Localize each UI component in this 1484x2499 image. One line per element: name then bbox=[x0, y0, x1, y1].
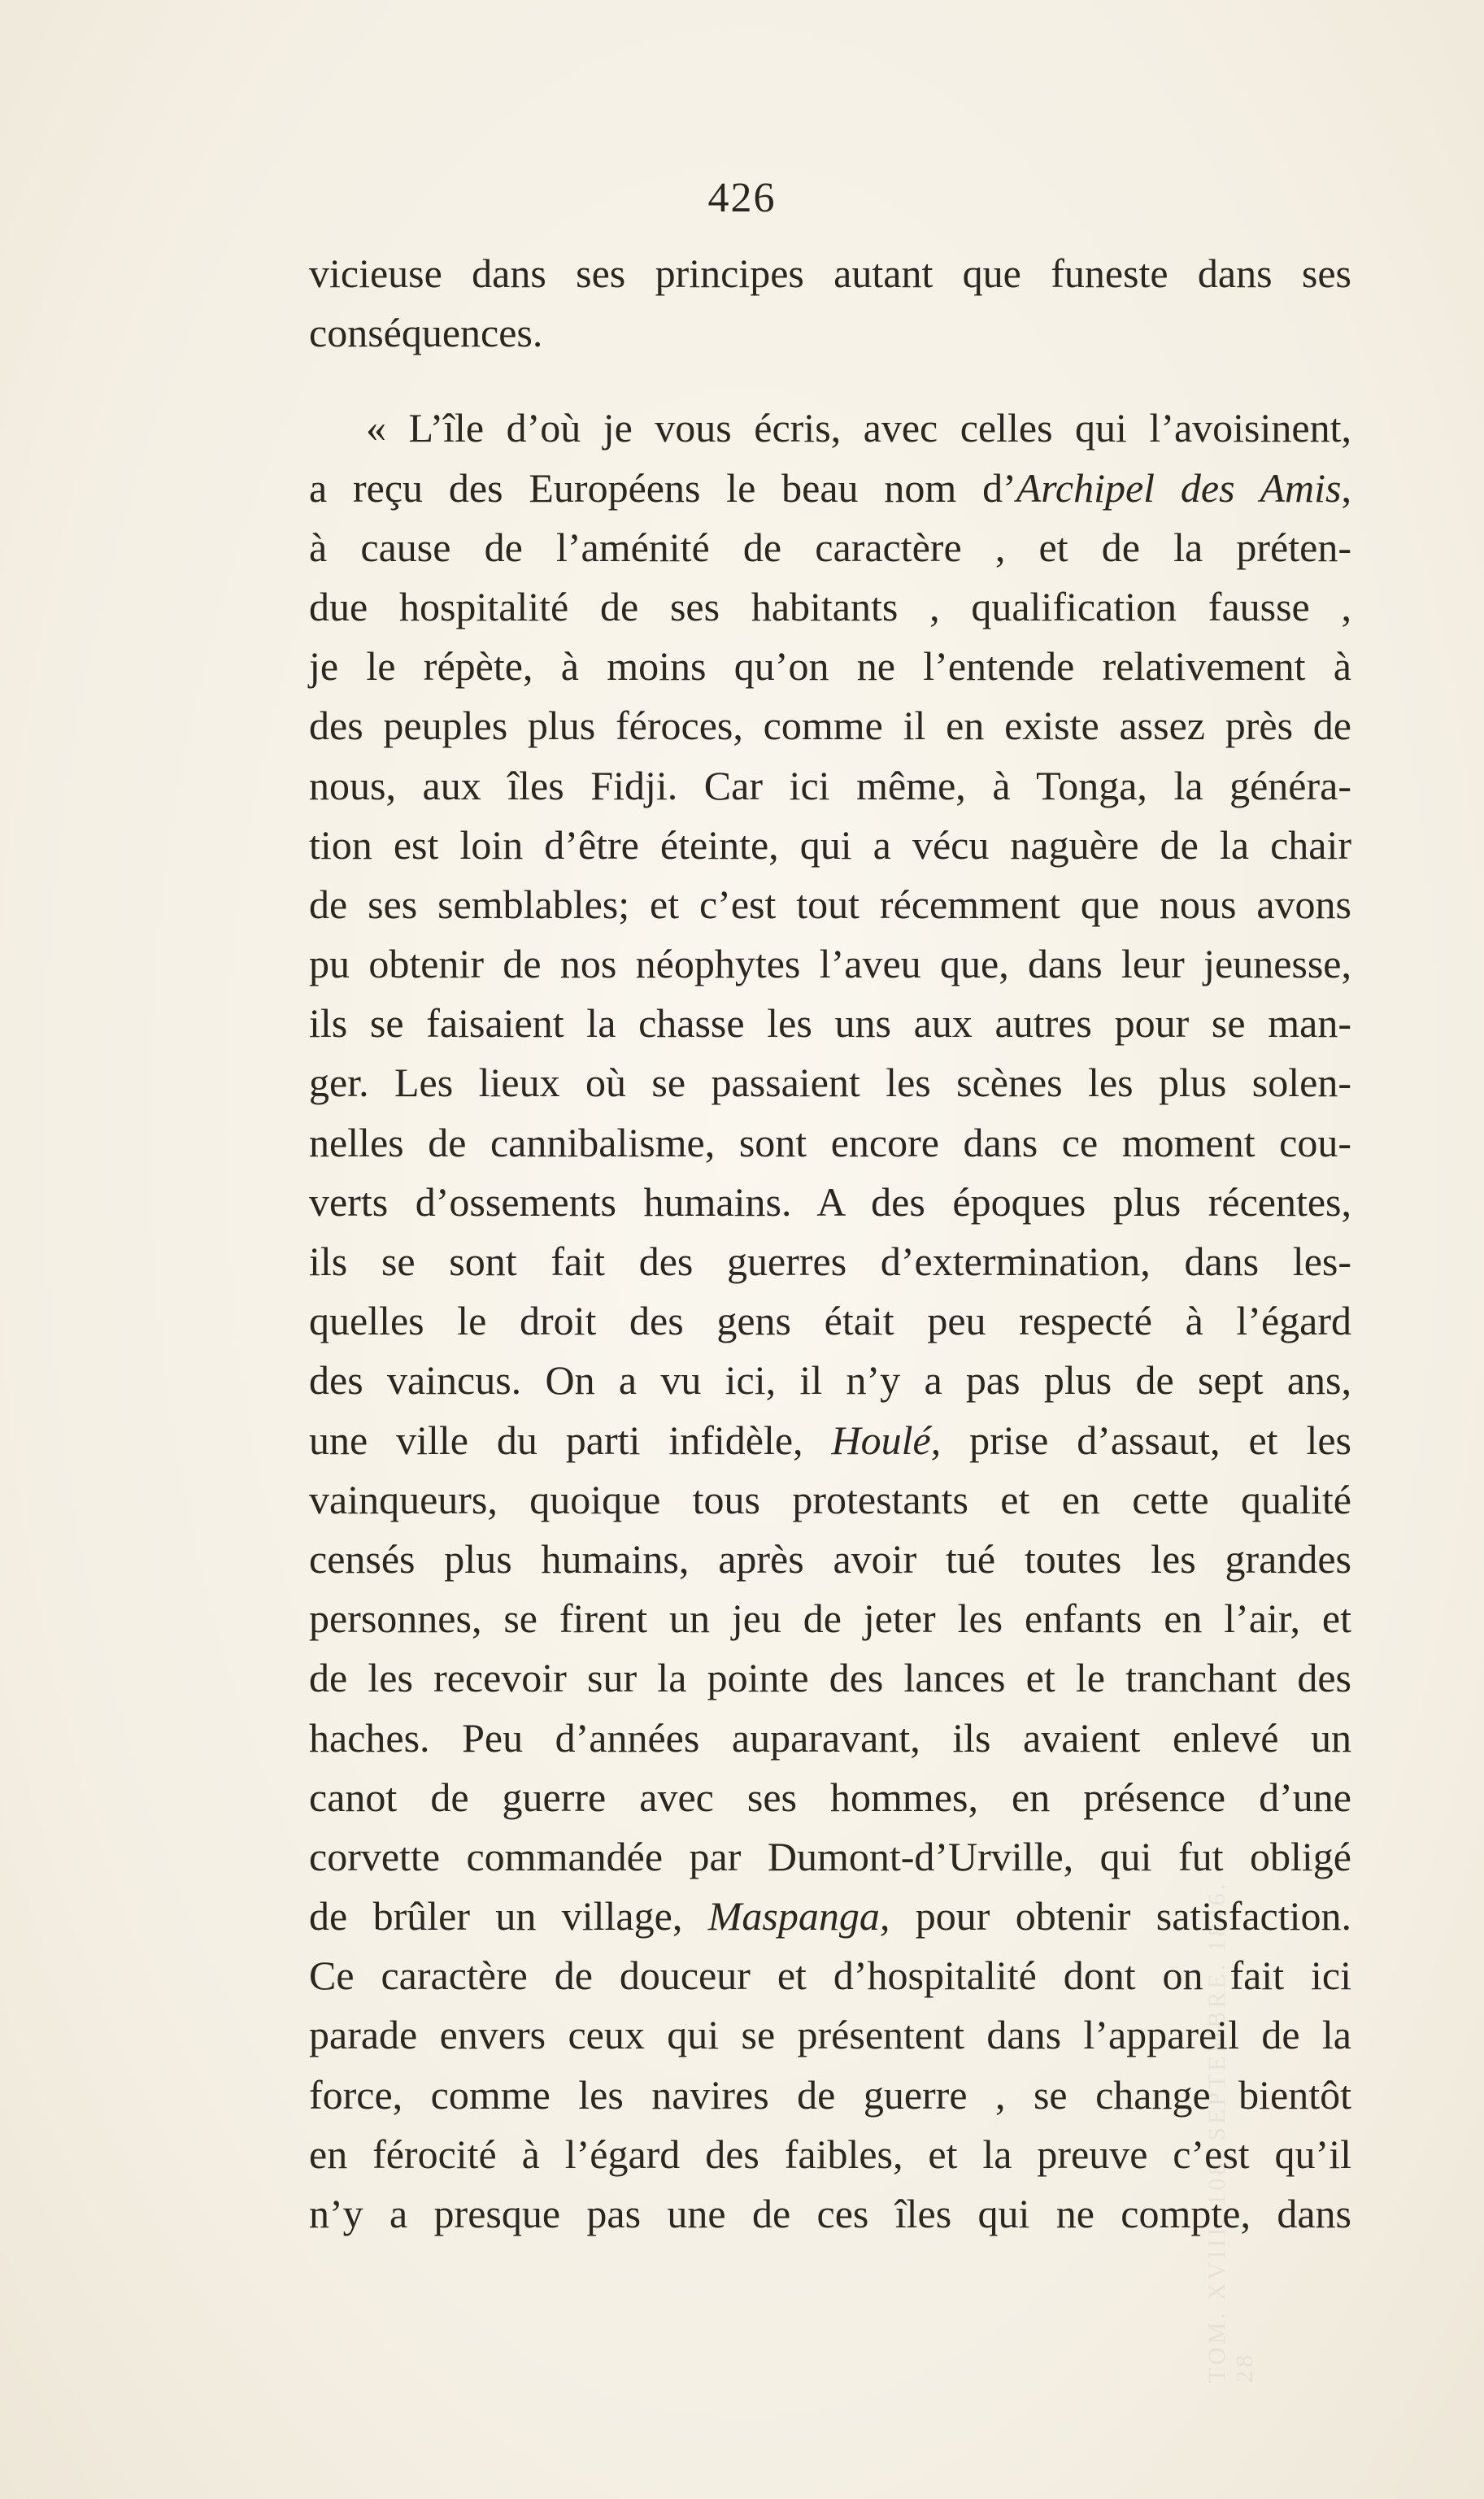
text-run: vainqueurs, quoique tous protestants et en cette qualité bbox=[309, 1476, 1351, 1522]
text-line bbox=[309, 577, 1351, 637]
italic-text: Houlé, bbox=[831, 1417, 942, 1463]
text-line bbox=[309, 398, 1351, 458]
text-line bbox=[309, 1351, 1351, 1410]
text-run: parade envers ceux qui se présentent dans l’appareil de la bbox=[309, 2012, 1351, 2058]
text-run: des vaincus. On a vu ici, il n’y a pas plus de sept ans, bbox=[309, 1357, 1351, 1404]
text-run: « L’île d’où je vous écris, avec celles qui l’avoisinent, bbox=[366, 405, 1351, 451]
text-line bbox=[309, 1768, 1351, 1827]
text-line bbox=[309, 1113, 1351, 1173]
text-run: nelles de cannibalisme, sont encore dans ce moment cou- bbox=[309, 1119, 1351, 1165]
text-run: corvette commandée par Dumont-d’Urville, qui fut obligé bbox=[309, 1833, 1351, 1879]
text-line bbox=[309, 1232, 1351, 1291]
text-line bbox=[309, 1530, 1351, 1589]
text-line bbox=[309, 2005, 1351, 2065]
text-run: ger. Les lieux où se passaient les scènes les plus solen- bbox=[309, 1060, 1351, 1106]
italic-text: Maspanga, bbox=[707, 1893, 890, 1940]
text-run: Ce caractère de douceur et d’hospitalité dont on fait ici bbox=[309, 1953, 1351, 1999]
text-line bbox=[309, 696, 1351, 755]
text-run: en férocité à l’égard des faibles, et la preuve c’est qu’il bbox=[309, 2131, 1351, 2177]
italic-text: Archipel des Amis bbox=[1016, 464, 1342, 511]
text-run: de les recevoir sur la pointe des lances et le tranchant des bbox=[309, 1655, 1351, 1701]
text-run: a reçu des Européens le beau nom d’ bbox=[309, 464, 1016, 511]
text-line bbox=[309, 244, 1351, 303]
text-run: haches. Peu d’années auparavant, ils avaient enlevé un bbox=[309, 1714, 1351, 1761]
text-run: de ses semblables; et c’est tout récemment que nous avons bbox=[309, 881, 1351, 927]
text-line bbox=[309, 1173, 1351, 1232]
text-run: n’y a presque pas une de ces îles qui ne compte, dans bbox=[309, 2191, 1351, 2236]
text-line bbox=[309, 637, 1351, 696]
text-run: force, comme les navires de guerre , se change bientôt bbox=[309, 2071, 1351, 2118]
text-run: ils se faisaient la chasse les uns aux autres pour se man- bbox=[309, 1000, 1351, 1047]
text-run: pu obtenir de nos néophytes l’aveu que, dans leur jeunesse, bbox=[309, 941, 1351, 987]
bleed-through-signature-mark: TOM. XVIII. 108. SEPTEMBRE. 1846. 28 bbox=[1203, 1880, 1258, 2383]
text-line bbox=[309, 756, 1351, 816]
body-text bbox=[309, 244, 1351, 2244]
text-line bbox=[309, 875, 1351, 934]
text-run: verts d’ossements humains. A des époques plus récentes, bbox=[309, 1178, 1351, 1225]
text-line bbox=[309, 1291, 1351, 1351]
text-line bbox=[309, 2125, 1351, 2184]
page-number: 426 bbox=[707, 175, 777, 221]
text-line bbox=[309, 1827, 1351, 1887]
text-line bbox=[309, 994, 1351, 1053]
text-run: due hospitalité de ses habitants , qualification fausse , bbox=[309, 583, 1351, 629]
text-line bbox=[309, 1946, 1351, 2005]
text-run: nous, aux îles Fidji. Car ici même, à Tonga, la généra- bbox=[309, 762, 1351, 808]
text-line bbox=[309, 1053, 1351, 1112]
text-run: une ville du parti infidèle, bbox=[309, 1417, 832, 1463]
text-line bbox=[309, 1648, 1351, 1708]
text-line bbox=[309, 1589, 1351, 1648]
text-run: vicieuse dans ses principes autant que funeste dans ses bbox=[309, 250, 1351, 296]
text-run: pour obtenir satisfaction. bbox=[890, 1893, 1351, 1940]
text-line bbox=[309, 1470, 1351, 1530]
text-line bbox=[309, 816, 1351, 875]
text-run: quelles le droit des gens était peu respecté à l’égard bbox=[309, 1298, 1351, 1344]
text-line bbox=[309, 2184, 1351, 2244]
text-run: personnes, se firent un jeu de jeter les enfants en l’air, et bbox=[309, 1596, 1351, 1642]
text-line bbox=[309, 2066, 1351, 2125]
text-run: de brûler un village, bbox=[309, 1893, 708, 1940]
text-line bbox=[309, 1411, 1351, 1470]
text-run: je le répète, à moins qu’on ne l’entende relativement à bbox=[309, 643, 1351, 690]
text-line bbox=[309, 934, 1351, 994]
text-run: conséquences. bbox=[309, 310, 543, 356]
text-run: ils se sont fait des guerres d’extermination, dans les- bbox=[309, 1239, 1351, 1284]
text-line bbox=[309, 1709, 1351, 1768]
text-run: censés plus humains, après avoir tué toutes les grandes bbox=[309, 1535, 1351, 1582]
text-run: à cause de l’aménité de caractère , et de la préten- bbox=[309, 524, 1351, 570]
text-run: des peuples plus féroces, comme il en existe assez près de bbox=[309, 703, 1351, 749]
text-run: canot de guerre avec ses hommes, en présence d’une bbox=[309, 1774, 1351, 1820]
text-run: , bbox=[1341, 464, 1351, 511]
text-line bbox=[309, 459, 1351, 518]
text-line bbox=[309, 1887, 1351, 1946]
text-run: tion est loin d’être éteinte, qui a vécu naguère de la chair bbox=[309, 821, 1351, 868]
text-run: prise d’assaut, et les bbox=[941, 1417, 1351, 1463]
text-line bbox=[309, 518, 1351, 577]
text-line bbox=[309, 303, 1351, 363]
